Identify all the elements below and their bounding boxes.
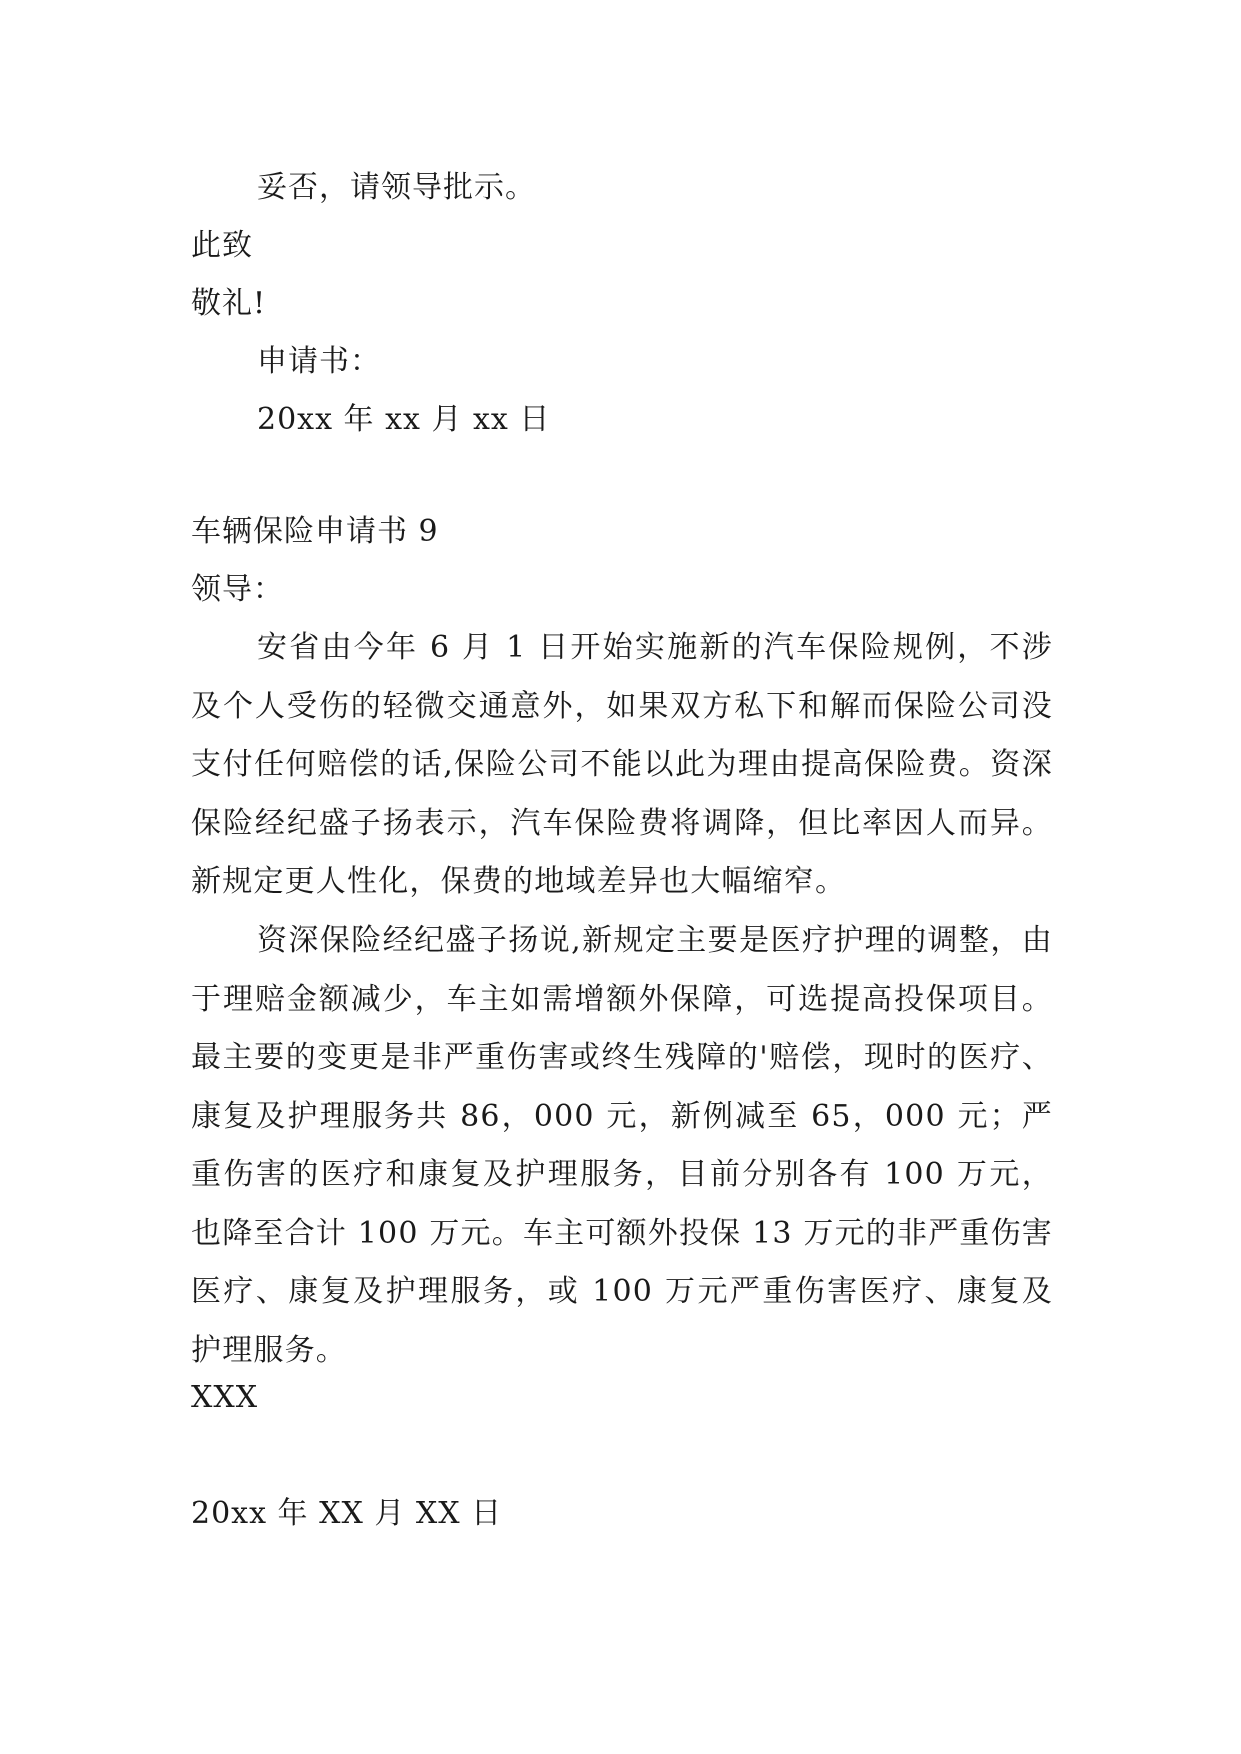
body-paragraph-2: 资深保险经纪盛子扬说,新规定主要是医疗护理的调整，由于理赔金额减少，车主如需增额外保障，可选提高投保项目。最主要的变更是非严重伤害或终生残障的'赔偿，现时的医疗、康复及护理服务共 86，000 元，新例减至 65，000 元；严重伤害的医疗和康复及护理服务，目前分别各有 100 万元，也降至合计 100 万元。车主可额外投保 13 万元的非严重伤害医疗、康复及护理服务，或 100 万元严重伤害医疗、康复及护理服务。 — [191, 923, 1053, 1368]
body-paragraph-1: 安省由今年 6 月 1 日开始实施新的汽车保险规例，不涉及个人受伤的轻微交通意外，如果双方私下和解而保险公司没支付任何赔偿的话,保险公司不能以此为理由提高保险费。资深保险经纪盛子扬表示，汽车保险费将调降，但比率因人而异。新规定更人性化，保费的地域差异也大幅缩窄。 — [191, 630, 1053, 899]
closing-request-line: 妥否，请领导批示。 — [257, 170, 536, 205]
closing-date: 20xx 年 xx 月 xx 日 — [257, 402, 551, 437]
section-salutation: 领导： — [191, 572, 284, 607]
section-title: 车辆保险申请书 9 — [191, 514, 439, 549]
section-date: 20xx 年 XX 月 XX 日 — [191, 1496, 503, 1531]
signer-name: XXX — [191, 1380, 259, 1415]
closing-regards-line: 此致 — [191, 228, 253, 263]
closing-salute-line: 敬礼! — [191, 286, 267, 321]
closing-signature: 申请书： — [257, 344, 381, 379]
